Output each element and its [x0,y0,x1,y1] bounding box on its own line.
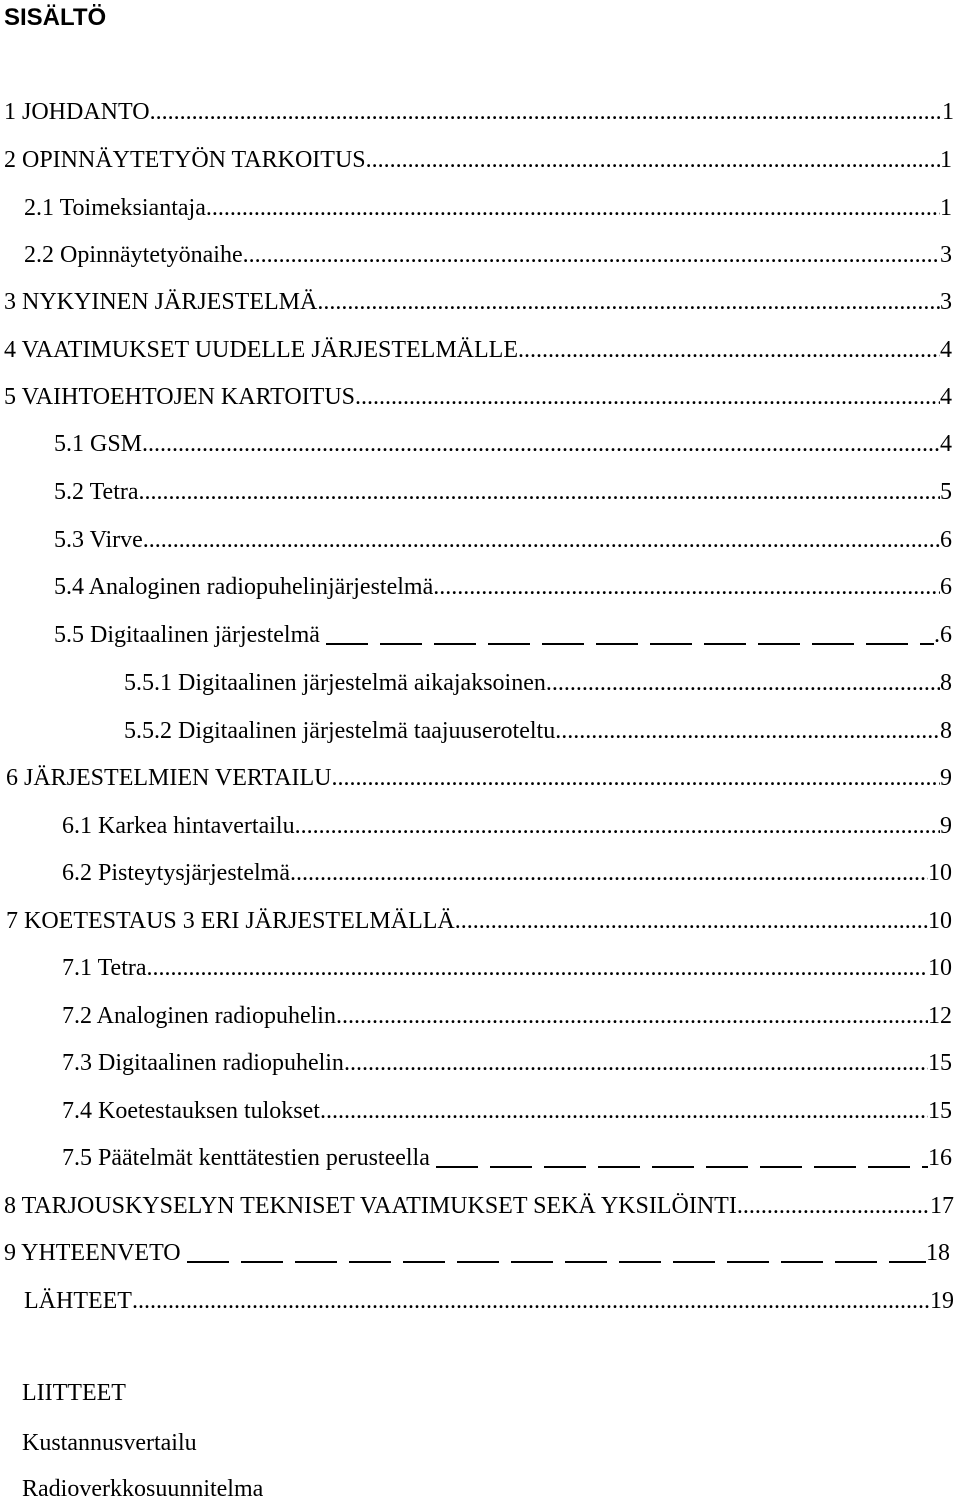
toc-leader-dots [555,716,940,746]
toc-entry-5-5-digitaalinen[interactable] [54,620,952,650]
toc-entry-page: 6 [940,574,952,600]
toc-entry-5-3-virve[interactable] [54,525,952,555]
toc-entry-7-4-tulokset[interactable] [62,1096,952,1126]
toc-leader-dots [344,1048,928,1078]
toc-leader-dots [332,763,940,793]
toc-entry-page: 9 [940,765,952,791]
toc-entry-2-2-opinnaytetyonaihe[interactable] [24,240,952,270]
toc-leader-line [430,1143,928,1173]
toc-leader-dots [320,1096,928,1126]
toc-entry-label: 2.1 Toimeksiantaja [24,195,206,221]
toc-entry-5-kartoitus[interactable] [4,382,952,412]
toc-entry-label: 7 KOETESTAUS 3 ERI JÄRJESTELMÄLLÄ [6,908,455,934]
toc-entry-page: 15 [928,1098,952,1124]
page-title: SISÄLTÖ [4,4,107,31]
toc-entry-label: 2.2 Opinnäytetyönaihe [24,242,243,268]
toc-entry-page: 4 [940,431,952,457]
toc-leader-dots [139,477,940,507]
toc-leader-dots [546,668,940,698]
toc-entry-page: 18 [926,1240,950,1266]
toc-entry-6-2-pisteytys[interactable] [62,858,952,888]
toc-entry-label: 7.2 Analoginen radiopuhelin [62,1003,336,1029]
toc-entry-label: 2 OPINNÄYTETYÖN TARKOITUS [4,147,366,173]
toc-leader-dots [243,240,940,270]
toc-entry-label: 7.5 Päätelmät kenttätestien perusteella [62,1145,430,1171]
toc-entry-page: 10 [928,955,952,981]
toc-entry-page: 15 [928,1050,952,1076]
toc-entry-label: 6.2 Pisteytysjärjestelmä [62,860,290,886]
toc-entry-page: 4 [940,337,952,363]
toc-entry-label: 5.5 Digitaalinen järjestelmä [54,622,320,648]
appendices-heading: LIITTEET [22,1380,126,1406]
toc-leader-dots [737,1191,930,1221]
toc-entry-page: 12 [928,1003,952,1029]
toc-entry-label: 3 NYKYINEN JÄRJESTELMÄ [4,289,318,315]
toc-leader-dots [295,811,940,841]
toc-entry-3-nykyinen[interactable] [4,287,952,317]
toc-leader-dots [518,335,940,365]
toc-leader-dots [366,145,940,175]
toc-leader-dots [150,97,942,127]
toc-entry-label: 5.5.1 Digitaalinen järjestelmä aikajaksoinen [124,670,546,696]
toc-entry-page: 17 [930,1193,954,1219]
toc-entry-7-2-analoginen[interactable] [62,1001,952,1031]
toc-entry-page: 8 [940,718,952,744]
toc-entry-label: 7.3 Digitaalinen radiopuhelin [62,1050,344,1076]
toc-entry-page: .6 [934,622,952,648]
toc-leader-dots [455,906,928,936]
toc-entry-5-5-2-taajuuseroteltu[interactable] [124,716,952,746]
toc-entry-2-tarkoitus[interactable] [4,145,952,175]
toc-entry-page: 6 [940,527,952,553]
toc-entry-5-5-1-aikajaksoinen[interactable] [124,668,952,698]
toc-entry-page: 3 [940,242,952,268]
toc-leader-dots [132,1286,930,1316]
toc-entry-page: 1 [940,195,952,221]
toc-leader-dots [143,525,940,555]
toc-leader-dots [206,193,940,223]
toc-entry-2-1-toimeksiantaja[interactable] [24,193,952,223]
toc-entry-page: 1 [940,147,952,173]
toc-entry-label: 5.5.2 Digitaalinen järjestelmä taajuuseroteltu [124,718,556,744]
toc-entry-6-1-hintavertailu[interactable] [62,811,952,841]
toc-entry-7-5-paatelmat[interactable] [62,1143,952,1173]
toc-entry-label: 6.1 Karkea hintavertailu [62,813,295,839]
toc-leader-dots [142,429,940,459]
toc-entry-9-yhteenveto[interactable] [4,1238,950,1268]
toc-entry-page: 10 [928,860,952,886]
toc-entry-page: 8 [940,670,952,696]
toc-entry-label: 8 TARJOUSKYSELYN TEKNISET VAATIMUKSET SEKÄ YKSILÖINTI [4,1193,737,1219]
toc-entry-label: 4 VAATIMUKSET UUDELLE JÄRJESTELMÄLLE [4,337,518,363]
toc-entry-page: 19 [930,1288,954,1314]
toc-entry-page: 4 [940,384,952,410]
toc-entry-4-vaatimukset[interactable] [4,335,952,365]
toc-entry-label: 1 JOHDANTO [4,99,150,125]
toc-leader-dots [355,382,940,412]
toc-leader-dots [336,1001,928,1031]
toc-entry-label: 5 VAIHTOEHTOJEN KARTOITUS [4,384,356,410]
toc-entry-label: 5.1 GSM [54,431,143,457]
toc-entry-label: 7.1 Tetra [62,955,147,981]
toc-entry-7-3-digitaalinen[interactable] [62,1048,952,1078]
toc-entry-page: 5 [940,479,952,505]
toc-leader-dots [290,858,928,888]
toc-entry-label: LÄHTEET [24,1288,132,1314]
appendix-item-radioverkkosuunnitelma[interactable]: Radioverkkosuunnitelma [22,1476,264,1502]
toc-leader-dots [433,572,940,602]
toc-entry-page: 1 [942,99,954,125]
toc-leader-dots [317,287,940,317]
toc-entry-5-1-gsm[interactable] [54,429,952,459]
toc-entry-5-4-analoginen[interactable] [54,572,952,602]
toc-entry-label: 6 JÄRJESTELMIEN VERTAILU [6,765,332,791]
toc-entry-page: 16 [928,1145,952,1171]
toc-entry-label: 7.4 Koetestauksen tulokset [62,1098,320,1124]
toc-entry-page: 9 [940,813,952,839]
toc-entry-lahteet[interactable] [24,1286,954,1316]
toc-entry-7-1-tetra[interactable] [62,953,952,983]
toc-leader-dots [147,953,928,983]
toc-entry-5-2-tetra[interactable] [54,477,952,507]
toc-entry-page: 10 [928,908,952,934]
toc-entry-8-tarjouskysely[interactable] [4,1191,954,1221]
toc-entry-label: 9 YHTEENVETO [4,1240,181,1266]
appendix-item-kustannusvertailu[interactable]: Kustannusvertailu [22,1430,197,1456]
toc-entry-label: 5.4 Analoginen radiopuhelinjärjestelmä [54,574,434,600]
toc-leader-line [320,620,934,650]
toc-entry-label: 5.3 Virve [54,527,143,553]
toc-entry-6-vertailu[interactable] [6,763,952,793]
toc-entry-page: 3 [940,289,952,315]
toc-leader-line [181,1238,926,1268]
toc-entry-1-johdanto[interactable] [4,97,954,127]
toc-entry-7-koetestaus[interactable] [6,906,952,936]
toc-entry-label: 5.2 Tetra [54,479,139,505]
